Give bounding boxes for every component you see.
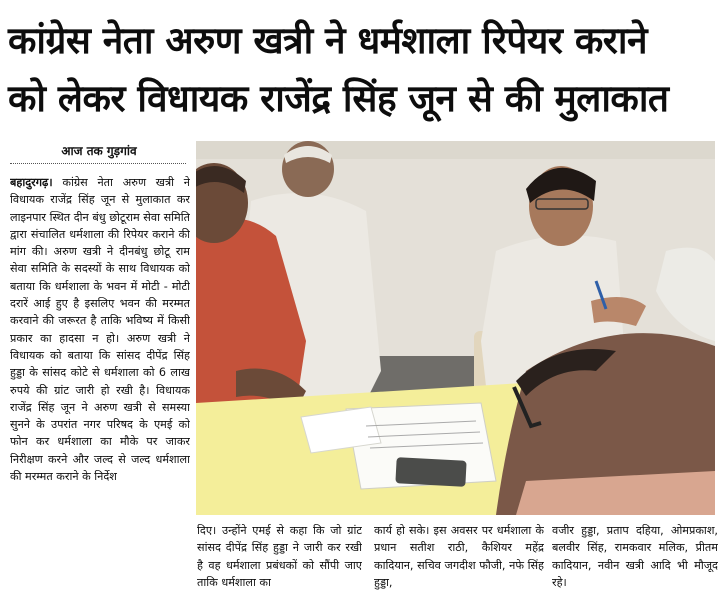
photo-phone [395, 457, 466, 487]
article-text-1: कांग्रेस नेता अरुण खत्री ने विधायक राजेंद्र सिंह जून से मुलाकात कर लाइनपार स्थित दीन बंधु छोटूराम सेवा समिति द्वारा संचालित धर्मशाला की रिपेयर कराने की मांग की। अरुण खत्री ने दीनबंधु छोटू राम सेवा समिति के सदस्यों के साथ विधायक को बताया कि धर्मशाला के भवन में मोटी - मोटी दरारें आई हुए है इसलिए भवन की मरम्मत करवाने की जरूरत है ताकि भविष्य में किसी प्रकार का हादसा न हो। अरुण खत्री ने विधायक को बताया कि सांसद दीपेंद्र सिंह हुड्डा के सांसद कोटे से धर्मशाला को 6 लाख रुपये की ग्रांट जारी हो रखी है। विधायक राजेंद्र सिंह जून ने अरुण खत्री से समस्या सुनने के उपरांत नगर परिषद के एमई को फोन कर धर्मशाला का मौके पर जाकर निरीक्षण करने और जल्द से जल्द धर्मशाला की मरम्मत कराने के निर्देश [10, 176, 190, 484]
article-column-3: कार्य हो सके। इस अवसर पर धर्मशाला के प्रधान सतीश राठी, कैशियर महेंद्र कादियान, सचिव जगदीश फौजी, नफे सिंह हुड्डा, [374, 524, 544, 589]
article-column-4: वजीर हुड्डा, प्रताप दहिया, ओमप्रकाश, बलवीर सिंह, रामकवार मलिक, प्रीतम कादियान, नवीन खत्री आदि भी मौजूद रहे। [552, 524, 718, 589]
dateline-place: बहादुरगढ़। [10, 176, 53, 189]
article-column-2: दिए। उन्होंने एमई से कहा कि जो ग्रांट सांसद दीपेंद्र सिंह हुड्डा ने जारी कर रखी है वह धर्मशाला प्रबंधकों को सौंपी जाए ताकि धर्मशाला का [197, 524, 362, 589]
news-photo [196, 141, 715, 515]
photo-illustration [196, 141, 715, 515]
byline-divider [10, 163, 186, 164]
article-column-1 [10, 174, 190, 602]
headline-line-2: को लेकर विधायक राजेंद्र सिंह जून से की मुलाकात [8, 77, 669, 120]
byline: आज तक गुड़गांव [61, 144, 137, 158]
headline-line-1: कांग्रेस नेता अरुण खत्री ने धर्मशाला रिपेयर कराने [8, 19, 647, 62]
